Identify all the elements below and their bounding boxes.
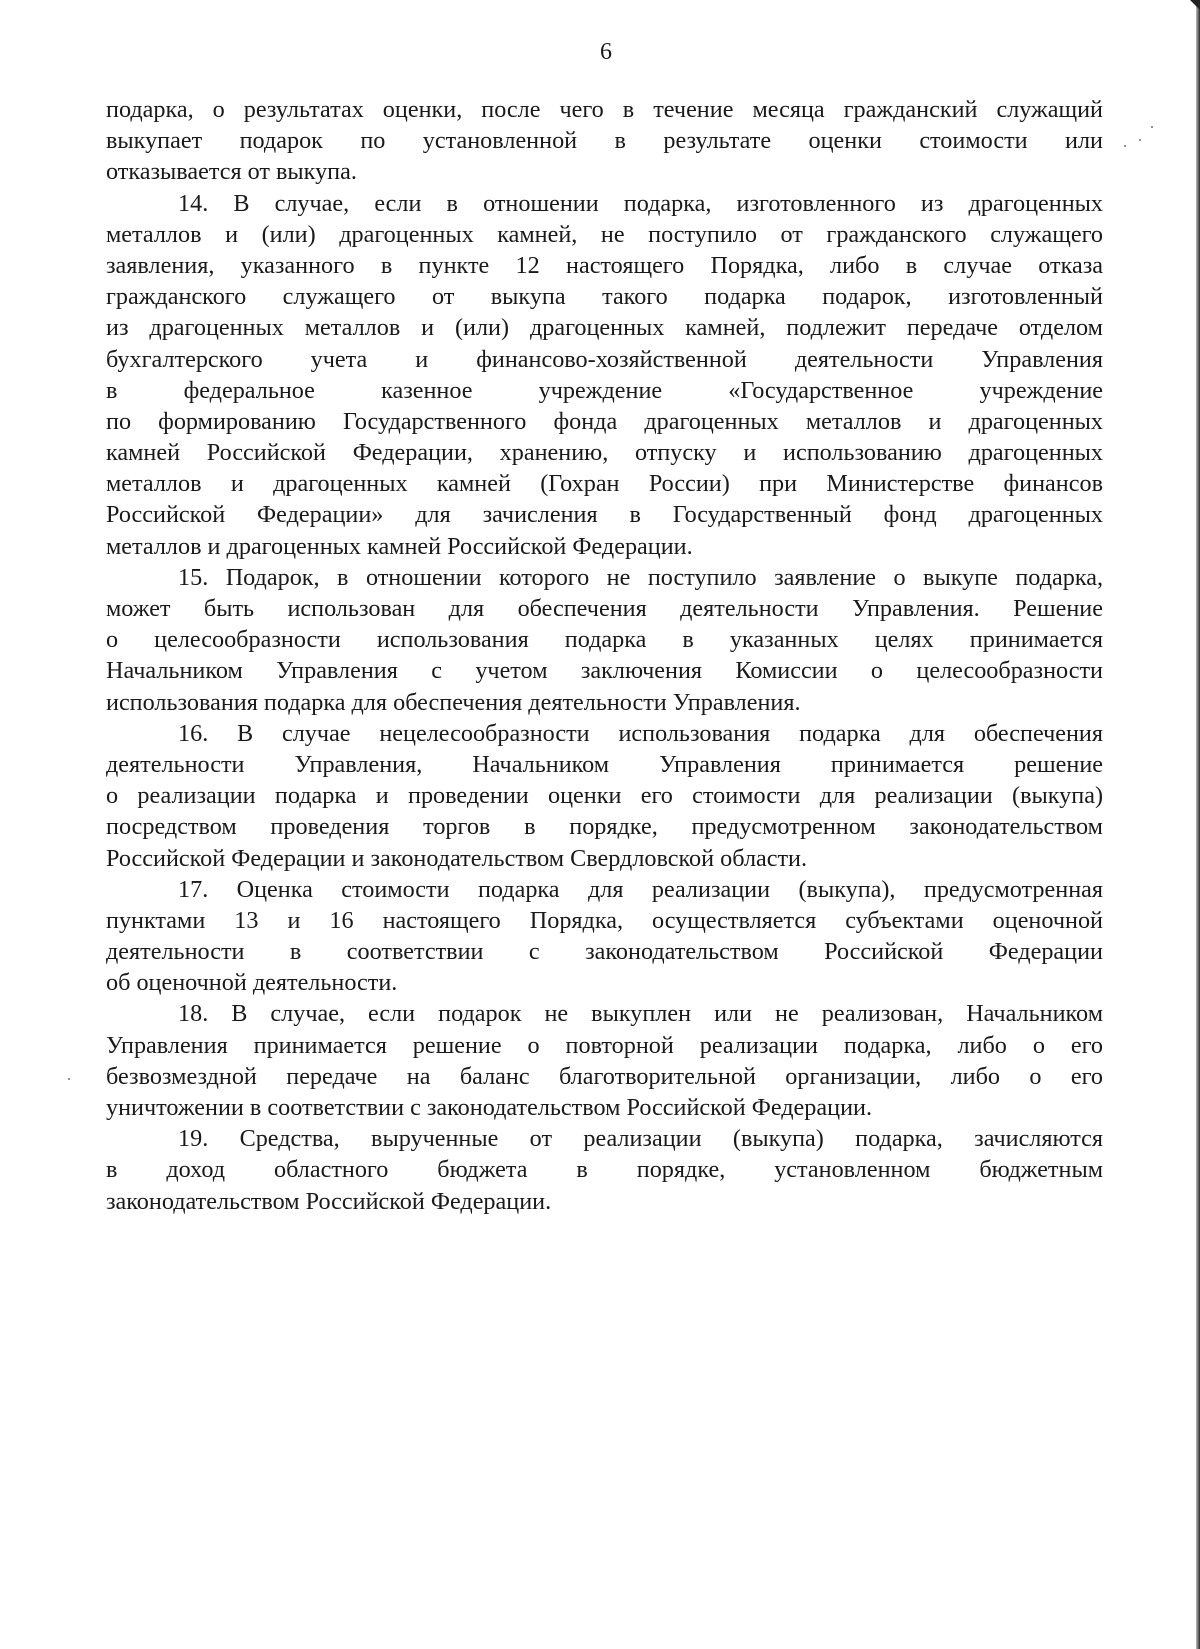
text-line: посредством проведения торгов в порядке, предусмотренном законодательством (106, 813, 1103, 841)
text-line: использования подарка для обеспечения деятельности Управления. (106, 688, 801, 716)
scan-speck (68, 1078, 70, 1080)
text-line: бухгалтерского учета и финансово-хозяйственной деятельности Управления (106, 345, 1103, 373)
text-line: Российской Федерации» для зачисления в Государственный фонд драгоценных (106, 501, 1103, 529)
text-line: Управления принимается решение о повторной реализации подарка, либо о его (106, 1031, 1103, 1059)
text-line: подарка, о результатах оценки, после чего в течение месяца гражданский служащий (106, 96, 1103, 123)
text-line: законодательством Российской Федерации. (106, 1187, 552, 1215)
text-line: в федеральное казенное учреждение «Государственное учреждение (106, 376, 1103, 404)
text-line: деятельности Управления, Начальником Управления принимается решение (106, 750, 1103, 778)
text-line: о целесообразности использования подарка в указанных целях принимается (106, 626, 1103, 654)
text-line: металлов и драгоценных камней Российской Федерации. (106, 532, 693, 560)
text-line: об оценочной деятельности. (106, 969, 398, 997)
text-line: пунктами 13 и 16 настоящего Порядка, осуществляется субъектами оценочной (106, 906, 1103, 934)
text-line: гражданского служащего от выкупа такого подарка подарок, изготовленный (106, 283, 1103, 311)
document-body (106, 94, 1103, 1217)
text-line: Российской Федерации и законодательством Свердловской области. (106, 844, 808, 872)
paragraph-18-start: 18. В случае, если подарок не выкуплен или не реализован, Начальником (178, 1000, 1103, 1028)
text-line: из драгоценных металлов и (или) драгоценных камней, подлежит передаче отделом (106, 314, 1103, 342)
paragraph-16-start: 16. В случае нецелесообразности использования подарка для обеспечения (178, 719, 1103, 747)
scan-edge-shadow (1196, 0, 1200, 1649)
text-line: камней Российской Федерации, хранению, отпуску и использованию драгоценных (106, 439, 1103, 467)
text-line: может быть использован для обеспечения деятельности Управления. Решение (106, 595, 1103, 622)
text-line: отказывается от выкупа. (106, 158, 357, 186)
text-line: выкупает подарок по установленной в результате оценки стоимости или (106, 127, 1103, 155)
text-line: о реализации подарка и проведении оценки его стоимости для реализации (выкупа) (106, 782, 1103, 810)
paragraph-15-start: 15. Подарок, в отношении которого не поступило заявление о выкупе подарка, (178, 563, 1103, 591)
text-line: по формированию Государственного фонда драгоценных металлов и драгоценных (106, 407, 1103, 435)
paragraph-19-start: 19. Средства, вырученные от реализации (выкупа) подарка, зачисляются (178, 1125, 1103, 1153)
scan-corner-mark (1190, 0, 1200, 10)
text-line: Начальником Управления с учетом заключения Комиссии о целесообразности (106, 657, 1103, 685)
text-line: металлов и драгоценных камней (Гохран России) при Министерстве финансов (106, 470, 1103, 498)
page-number: 6 (600, 39, 612, 65)
text-line: металлов и (или) драгоценных камней, не поступило от гражданского служащего (106, 220, 1103, 248)
text-line: безвозмездной передаче на баланс благотворительной организации, либо о его (106, 1062, 1103, 1090)
text-line: заявления, указанного в пункте 12 настоящего Порядка, либо в случае отказа (106, 251, 1103, 279)
text-line: в доход областного бюджета в порядке, установленном бюджетным (106, 1156, 1103, 1184)
scan-speck (1139, 139, 1141, 141)
scan-speck (1124, 145, 1126, 147)
text-line: уничтожении в соответствии с законодательством Российской Федерации. (106, 1094, 873, 1121)
paragraph-14-start: 14. В случае, если в отношении подарка, изготовленного из драгоценных (178, 189, 1103, 217)
paragraph-17-start: 17. Оценка стоимости подарка для реализации (выкупа), предусмотренная (178, 875, 1103, 903)
scan-speck (1151, 126, 1153, 128)
text-line: деятельности в соответствии с законодательством Российской Федерации (106, 938, 1103, 966)
